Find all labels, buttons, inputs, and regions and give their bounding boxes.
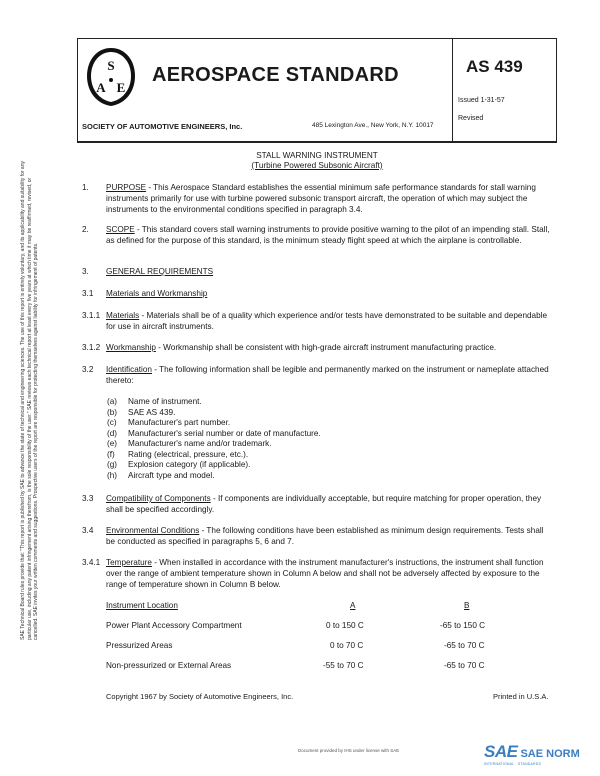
- copyright-notice: Copyright 1967 by Society of Automotive Engineers, Inc.: [106, 692, 294, 701]
- standard-number: AS 439: [466, 57, 523, 76]
- section-number: 3.: [82, 267, 89, 276]
- section-workmanship: [106, 342, 552, 353]
- section-heading: Workmanship: [106, 343, 156, 352]
- section-number: 3.2: [82, 365, 94, 374]
- revised-label: Revised: [458, 115, 484, 122]
- list-item: SAE AS 439.: [128, 407, 176, 417]
- brand-sae-logo: SAE: [484, 742, 518, 761]
- section-heading: PURPOSE: [106, 183, 147, 192]
- list-item: Manufacturer's name and/or trademark.: [128, 439, 272, 448]
- section-text: - The following information shall be legible and permanently marked on the instrument or nameplate attached thereto:: [106, 365, 549, 385]
- table-header: A: [350, 601, 356, 610]
- section-heading: Identification: [106, 365, 152, 374]
- section-text: - If components are individually acceptable, but require matching for proper operation, they shall be specified accordingly.: [106, 494, 542, 514]
- table-cell: -55 to 70 C: [323, 661, 364, 670]
- header-divider: [452, 38, 453, 142]
- section-heading: Temperature: [106, 558, 152, 567]
- list-letter: (b): [107, 407, 118, 417]
- svg-text:A: A: [96, 80, 106, 95]
- section-number: 3.1: [82, 289, 94, 298]
- society-name: SOCIETY OF AUTOMOTIVE ENGINEERS, Inc.: [82, 122, 243, 131]
- doc-subtitle: (Turbine Powered Subsonic Aircraft): [251, 161, 383, 170]
- section-general: [106, 266, 552, 277]
- side-disclaimer: SAE Technical Board rules provide that: "This report is published by SAE to advance the state of technical and engineering sciences. The use of this report is entirely voluntary, and its applicability and suitability for any particular use, including any patent infringement arising therefrom, is the sole responsibility of the user." SAE reviews each technical report at least every five years at which time it may be reaffirmed, revised, or cancelled. SAE invites your written comments and suggestions. Prospective users of the report are responsible for protecting themselves against liability for infringement of patents.: [20, 161, 39, 640]
- list-item: Rating (electrical, pressure, etc.).: [128, 449, 249, 459]
- printed-in: Printed in U.S.A.: [493, 692, 549, 701]
- section-number: 2.: [82, 225, 89, 234]
- list-letter: (a): [107, 397, 118, 406]
- table-header: B: [464, 601, 470, 610]
- page-title: AEROSPACE STANDARD: [152, 64, 399, 86]
- table-cell: 0 to 150 C: [326, 621, 364, 630]
- brand-norm-text: SAE NORM: [520, 748, 580, 760]
- section-identification: [106, 364, 552, 386]
- table-cell: 0 to 70 C: [330, 641, 364, 650]
- section-materials-workmanship: [106, 288, 552, 299]
- section-heading: GENERAL REQUIREMENTS: [106, 267, 214, 276]
- table-cell: -65 to 70 C: [444, 661, 485, 670]
- list-letter: (g): [107, 460, 118, 469]
- section-number: 3.1.2: [82, 343, 101, 352]
- section-number: 3.3: [82, 494, 94, 503]
- section-number: 1.: [82, 183, 89, 192]
- section-text: - This Aerospace Standard establishes the essential minimum safe performance standards for stall warning instruments primarily for use with turbine powered subsonic transport aircraft, the operation of which may subject the instruments to the environmental conditions specified in paragraph 3.4.: [106, 183, 536, 214]
- table-cell: Power Plant Accessory Compartment: [106, 621, 242, 630]
- list-letter: (h): [107, 470, 118, 480]
- section-text: - The following conditions have been established as minimum design requirements. Tests shall be conducted as specified in paragraphs 5, 6 and 7.: [106, 526, 544, 546]
- section-compatibility: [106, 493, 552, 515]
- sae-norm-brand[interactable]: [484, 742, 580, 762]
- issued-date: Issued 1-31-57: [458, 97, 505, 104]
- section-number: 3.4: [82, 526, 94, 535]
- section-number: 3.4.1: [82, 558, 101, 567]
- list-letter: (d): [107, 428, 118, 438]
- section-text: - When installed in accordance with the instrument manufacturer's instructions, the instrument shall function over the range of ambient temperature shown in Column A below and shall not be adversely affected by exposure to the range of temperature shown in Column B below.: [106, 558, 544, 589]
- list-item: Manufacturer's serial number or date of manufacture.: [128, 428, 321, 438]
- section-heading: Materials: [106, 311, 140, 320]
- svg-text:S: S: [107, 58, 115, 73]
- list-letter: (e): [107, 439, 118, 448]
- list-item: Manufacturer's part number.: [128, 418, 231, 427]
- section-number: 3.1.1: [82, 311, 101, 320]
- section-scope: [106, 224, 552, 246]
- section-purpose: [106, 182, 552, 215]
- brand-subtitle: INTERNATIONAL · STANDARDS: [484, 762, 542, 766]
- section-materials: [106, 310, 552, 332]
- list-item: Explosion category (if applicable).: [128, 460, 251, 469]
- society-address: 485 Lexington Ave., New York, N.Y. 10017: [312, 122, 434, 129]
- table-header: Instrument Location: [106, 601, 178, 610]
- section-temperature: [106, 557, 552, 590]
- table-cell: Pressurized Areas: [106, 641, 173, 650]
- section-heading: Compatibility of Components: [106, 494, 211, 503]
- section-environmental: [106, 525, 552, 547]
- section-heading: Materials and Workmanship: [106, 289, 208, 298]
- section-text: - Materials shall be of a quality which experience and/or tests have demonstrated to be suitable and dependable for use in aircraft instruments.: [106, 311, 548, 331]
- table-cell: Non-pressurized or External Areas: [106, 661, 232, 670]
- section-text: - Workmanship shall be consistent with high-grade aircraft instrument manufacturing practice.: [155, 343, 497, 352]
- list-letter: (f): [107, 449, 115, 459]
- table-cell: -65 to 150 C: [440, 621, 486, 630]
- section-heading: Environmental Conditions: [106, 526, 200, 535]
- list-item: Name of instrument.: [128, 397, 202, 406]
- doc-title: STALL WARNING INSTRUMENT: [256, 151, 378, 160]
- section-text: - This standard covers stall warning instruments to provide positive warning to the pilot of an impending stall. Stall, as defined for the purpose of this standard, is the minimum steady flight speed at which the airplane is controllable.: [106, 225, 550, 245]
- list-item: Aircraft type and model.: [128, 470, 215, 480]
- list-letter: (c): [107, 418, 117, 427]
- table-cell: -65 to 70 C: [444, 641, 485, 650]
- section-heading: SCOPE: [106, 225, 135, 234]
- sae-logo-icon: [85, 46, 137, 108]
- header-bottom-rule: [77, 142, 557, 143]
- license-note: Document provided by IHS under license with SAE: [298, 748, 400, 753]
- svg-text:E: E: [116, 80, 126, 95]
